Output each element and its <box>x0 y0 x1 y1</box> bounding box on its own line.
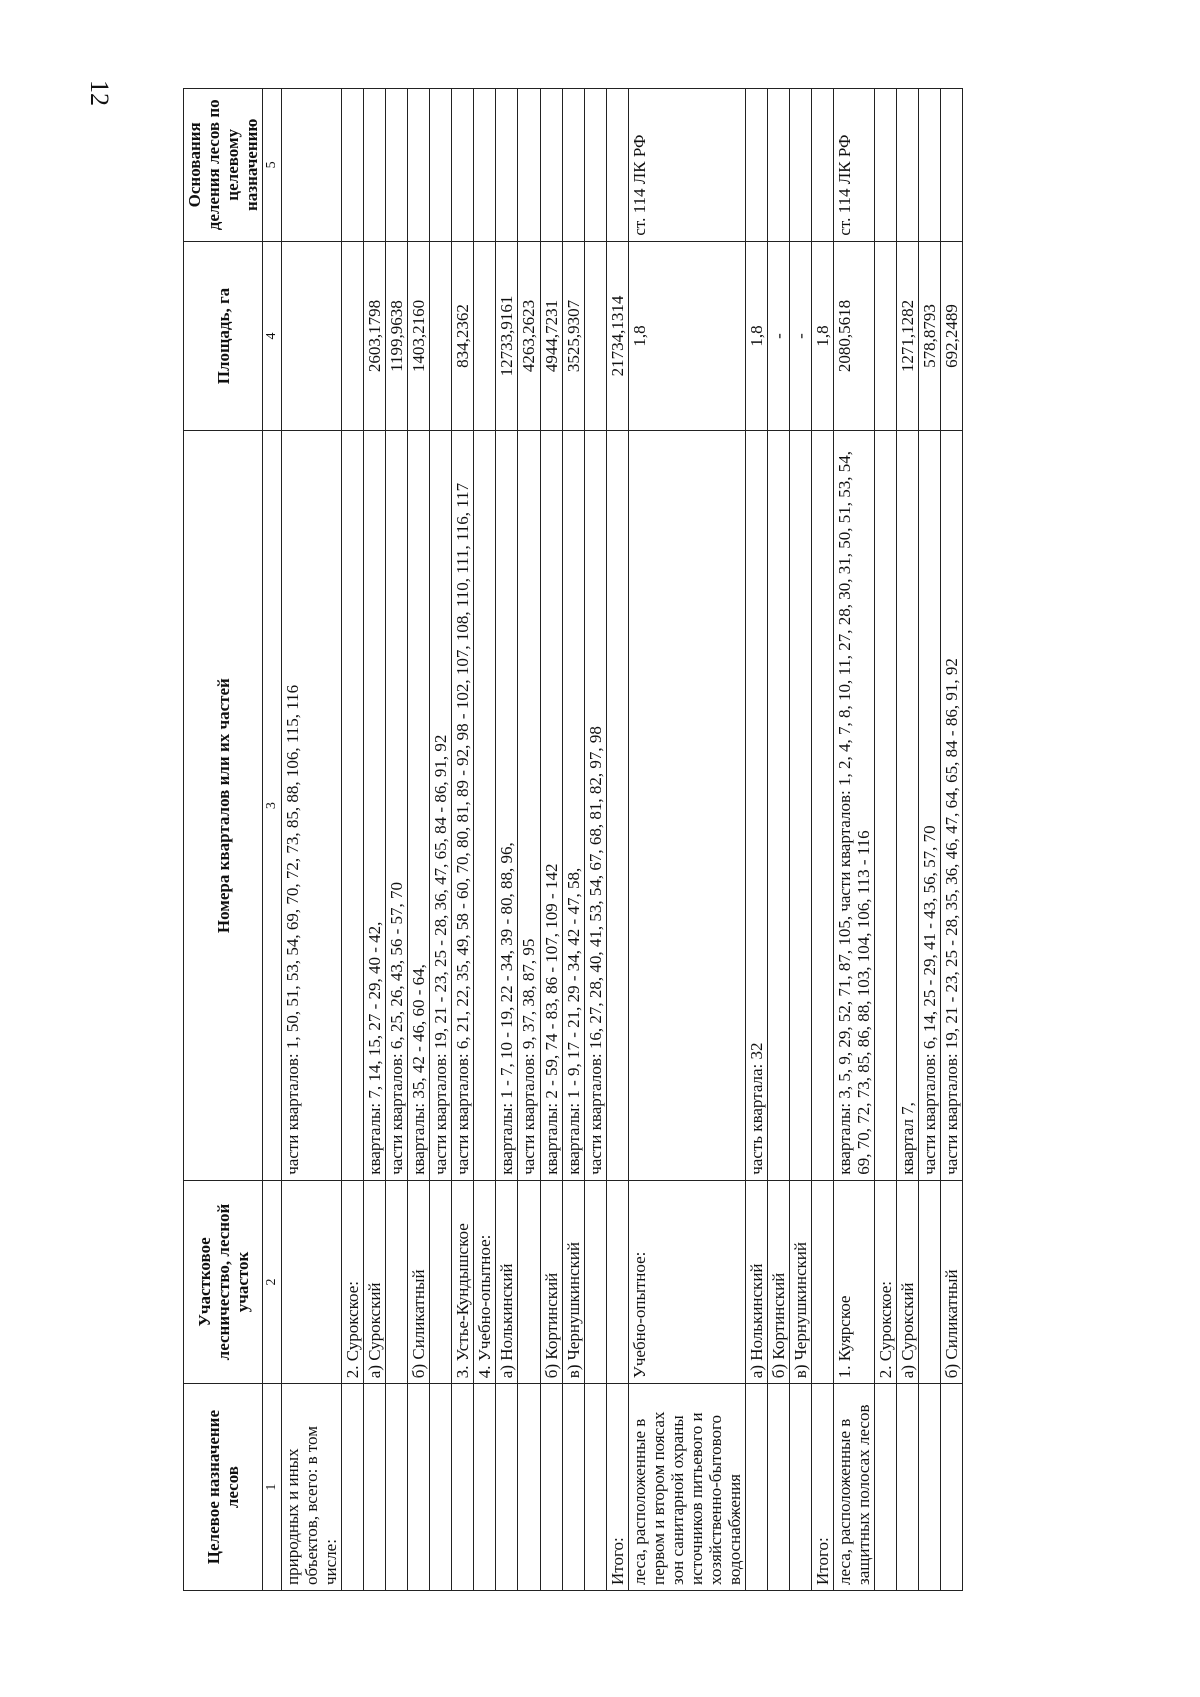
table-row <box>875 89 897 1591</box>
cell-c2: в) Чернушкинский <box>562 1180 584 1383</box>
cell-c5 <box>408 89 430 242</box>
header-area: Площадь, га <box>184 241 263 431</box>
cell-c5 <box>745 89 767 242</box>
cell-c2: б) Кортинский <box>767 1180 789 1383</box>
cell-c4: 2080,5618 <box>833 241 874 431</box>
cell-c5 <box>897 89 919 242</box>
cell-c3: кварталы: 35, 42 - 46, 60 - 64, <box>408 431 430 1180</box>
cell-c2: 3. Устье-Кундышское <box>452 1180 474 1383</box>
table-row <box>518 89 540 1591</box>
cell-c3 <box>811 431 833 1180</box>
header-basis: Основания деления лесов по целевому назначению <box>184 89 263 242</box>
cell-c5 <box>364 89 386 242</box>
cell-c2 <box>518 1180 540 1383</box>
page-number: 12 <box>85 80 114 106</box>
cell-c5 <box>562 89 584 242</box>
cell-c5 <box>919 89 941 242</box>
cell-c5 <box>606 89 628 242</box>
header-quarters: Номера кварталов или их частей <box>184 431 263 1180</box>
cell-c3 <box>474 431 496 1180</box>
cell-c4: 1,8 <box>811 241 833 431</box>
cell-c4: 1,8 <box>745 241 767 431</box>
cell-c5 <box>811 89 833 242</box>
col-number: 4 <box>263 241 282 431</box>
cell-c4: 2603,1798 <box>364 241 386 431</box>
cell-c4: 1199,9638 <box>386 241 408 431</box>
cell-c4: 1,8 <box>628 241 745 431</box>
cell-c1 <box>919 1384 941 1591</box>
table-row <box>584 89 606 1591</box>
col-number: 5 <box>263 89 282 242</box>
cell-c3: части кварталов: 1, 50, 51, 53, 54, 69, 70, 72, 73, 85, 88, 106, 115, 116 <box>282 431 342 1180</box>
cell-c4: 4944,7231 <box>540 241 562 431</box>
cell-c1 <box>430 1384 452 1591</box>
cell-c5 <box>342 89 364 242</box>
cell-c2: 1. Куярское <box>833 1180 874 1383</box>
column-number-row <box>263 89 282 1591</box>
cell-c5 <box>767 89 789 242</box>
header-purpose: Целевое назначение лесов <box>184 1384 263 1591</box>
cell-c3 <box>767 431 789 1180</box>
cell-c1: Итого: <box>606 1384 628 1591</box>
cell-c1 <box>496 1384 518 1591</box>
cell-c4: 21734,1314 <box>606 241 628 431</box>
cell-c5 <box>875 89 897 242</box>
table-body <box>282 89 963 1591</box>
cell-c4 <box>474 241 496 431</box>
cell-c1 <box>562 1384 584 1591</box>
cell-c3 <box>342 431 364 1180</box>
cell-c5 <box>386 89 408 242</box>
cell-c2 <box>606 1180 628 1383</box>
cell-c1: леса, расположенные в защитных полосах лесов <box>833 1384 874 1591</box>
table-header-row <box>184 89 263 1591</box>
cell-c2: а) Нолькинский <box>496 1180 518 1383</box>
cell-c5 <box>789 89 811 242</box>
table-row <box>452 89 474 1591</box>
cell-c4: 578,8793 <box>919 241 941 431</box>
cell-c3: части кварталов: 19, 21 - 23, 25 - 28, 35, 36, 46, 47, 64, 65, 84 - 86, 91, 92 <box>941 431 963 1180</box>
table-row <box>386 89 408 1591</box>
col-number: 2 <box>263 1180 282 1383</box>
cell-c2: Учебно-опытное: <box>628 1180 745 1383</box>
table-row <box>282 89 342 1591</box>
cell-c1: леса, расположенные в первом и втором поясах зон санитарной охраны источников питьевого и хозяйственно-бытового водоснабжения <box>628 1384 745 1591</box>
cell-c1 <box>364 1384 386 1591</box>
cell-c4 <box>584 241 606 431</box>
cell-c5: ст. 114 ЛК РФ <box>833 89 874 242</box>
cell-c3: части кварталов: 16, 27, 28, 40, 41, 53, 54, 67, 68, 81, 82, 97, 98 <box>584 431 606 1180</box>
rotated-table-container <box>183 88 1071 1591</box>
cell-c3: кварталы: 7, 14, 15, 27 - 29, 40 - 42, <box>364 431 386 1180</box>
table-row <box>628 89 745 1591</box>
table-row <box>897 89 919 1591</box>
cell-c3: кварталы: 3, 5, 9, 29, 52, 71, 87, 105, части кварталов: 1, 2, 4, 7, 8, 10, 11, 27, 28, 30, 31, 50, 51, 53, 54, 69, 70, 72, 73, 85, 86, 88, 103, 104, 106, 113 - 116 <box>833 431 874 1180</box>
cell-c5 <box>430 89 452 242</box>
cell-c1 <box>789 1384 811 1591</box>
cell-c3: часть квартала: 32 <box>745 431 767 1180</box>
table-row <box>767 89 789 1591</box>
table-row <box>745 89 767 1591</box>
table-row <box>789 89 811 1591</box>
cell-c4 <box>342 241 364 431</box>
cell-c1 <box>386 1384 408 1591</box>
cell-c3: кварталы: 1 - 9, 17 - 21, 29 - 34, 42 - 47, 58, <box>562 431 584 1180</box>
cell-c3: кварталы: 1 - 7, 10 - 19, 22 - 34, 39 - 80, 88, 96, <box>496 431 518 1180</box>
cell-c3: квартал 7, <box>897 431 919 1180</box>
cell-c1 <box>518 1384 540 1591</box>
cell-c4 <box>430 241 452 431</box>
cell-c2: а) Сурокский <box>897 1180 919 1383</box>
cell-c4: - <box>767 241 789 431</box>
table-row <box>562 89 584 1591</box>
cell-c5: ст. 114 ЛК РФ <box>628 89 745 242</box>
cell-c3: части кварталов: 19, 21 - 23, 25 - 28, 36, 47, 65, 84 - 86, 91, 92 <box>430 431 452 1180</box>
cell-c5 <box>496 89 518 242</box>
cell-c3: части кварталов: 9, 37, 38, 87, 95 <box>518 431 540 1180</box>
cell-c3: части кварталов: 6, 21, 22, 35, 49, 58 - 60, 70, 80, 81, 89 - 92, 98 - 102, 107, 108, 110, 111, 116, 117 <box>452 431 474 1180</box>
cell-c2: б) Кортинский <box>540 1180 562 1383</box>
cell-c1 <box>897 1384 919 1591</box>
cell-c4: 834,2362 <box>452 241 474 431</box>
cell-c2: 4. Учебно-опытное: <box>474 1180 496 1383</box>
cell-c5 <box>584 89 606 242</box>
cell-c1: Итого: <box>811 1384 833 1591</box>
cell-c3 <box>606 431 628 1180</box>
table-row <box>430 89 452 1591</box>
cell-c5 <box>540 89 562 242</box>
cell-c1 <box>452 1384 474 1591</box>
table-row <box>919 89 941 1591</box>
cell-c5 <box>474 89 496 242</box>
forest-purpose-table <box>183 88 963 1591</box>
cell-c2 <box>811 1180 833 1383</box>
cell-c2 <box>584 1180 606 1383</box>
cell-c4: - <box>789 241 811 431</box>
cell-c2: б) Силикатный <box>941 1180 963 1383</box>
table-row <box>408 89 430 1591</box>
table-row <box>540 89 562 1591</box>
cell-c1 <box>408 1384 430 1591</box>
cell-c4: 4263,2623 <box>518 241 540 431</box>
cell-c2: 2. Сурокское: <box>342 1180 364 1383</box>
table-row <box>811 89 833 1591</box>
cell-c4 <box>875 241 897 431</box>
cell-c4 <box>282 241 342 431</box>
cell-c5 <box>518 89 540 242</box>
cell-c2 <box>282 1180 342 1383</box>
cell-c4: 3525,9307 <box>562 241 584 431</box>
cell-c1 <box>941 1384 963 1591</box>
table-row <box>496 89 518 1591</box>
table-row <box>364 89 386 1591</box>
cell-c1 <box>540 1384 562 1591</box>
cell-c5 <box>452 89 474 242</box>
cell-c2 <box>386 1180 408 1383</box>
table-row <box>833 89 874 1591</box>
cell-c1 <box>584 1384 606 1591</box>
cell-c3: части кварталов: 6, 14, 25 - 29, 41 - 43, 56, 57, 70 <box>919 431 941 1180</box>
cell-c5 <box>941 89 963 242</box>
cell-c2: а) Нолькинский <box>745 1180 767 1383</box>
cell-c4: 12733,9161 <box>496 241 518 431</box>
cell-c2: а) Сурокский <box>364 1180 386 1383</box>
header-forestry: Участковое лесничество, лесной участок <box>184 1180 263 1383</box>
cell-c3 <box>875 431 897 1180</box>
cell-c4: 1403,2160 <box>408 241 430 431</box>
cell-c1 <box>767 1384 789 1591</box>
col-number: 3 <box>263 431 282 1180</box>
table-row <box>941 89 963 1591</box>
cell-c2: б) Силикатный <box>408 1180 430 1383</box>
cell-c3: части кварталов: 6, 25, 26, 43, 56 - 57, 70 <box>386 431 408 1180</box>
cell-c2 <box>919 1180 941 1383</box>
cell-c2 <box>430 1180 452 1383</box>
cell-c3 <box>628 431 745 1180</box>
cell-c1 <box>745 1384 767 1591</box>
cell-c2: в) Чернушкинский <box>789 1180 811 1383</box>
cell-c1 <box>875 1384 897 1591</box>
col-number: 1 <box>263 1384 282 1591</box>
table-row <box>474 89 496 1591</box>
cell-c3 <box>789 431 811 1180</box>
cell-c1: природных и иных объектов, всего: в том числе: <box>282 1384 342 1591</box>
cell-c5 <box>282 89 342 242</box>
cell-c1 <box>474 1384 496 1591</box>
cell-c4: 1271,1282 <box>897 241 919 431</box>
cell-c4: 692,2489 <box>941 241 963 431</box>
cell-c3: кварталы: 2 - 59, 74 - 83, 86 - 107, 109 - 142 <box>540 431 562 1180</box>
cell-c2: 2. Сурокское: <box>875 1180 897 1383</box>
table-row <box>606 89 628 1591</box>
table-row <box>342 89 364 1591</box>
cell-c1 <box>342 1384 364 1591</box>
